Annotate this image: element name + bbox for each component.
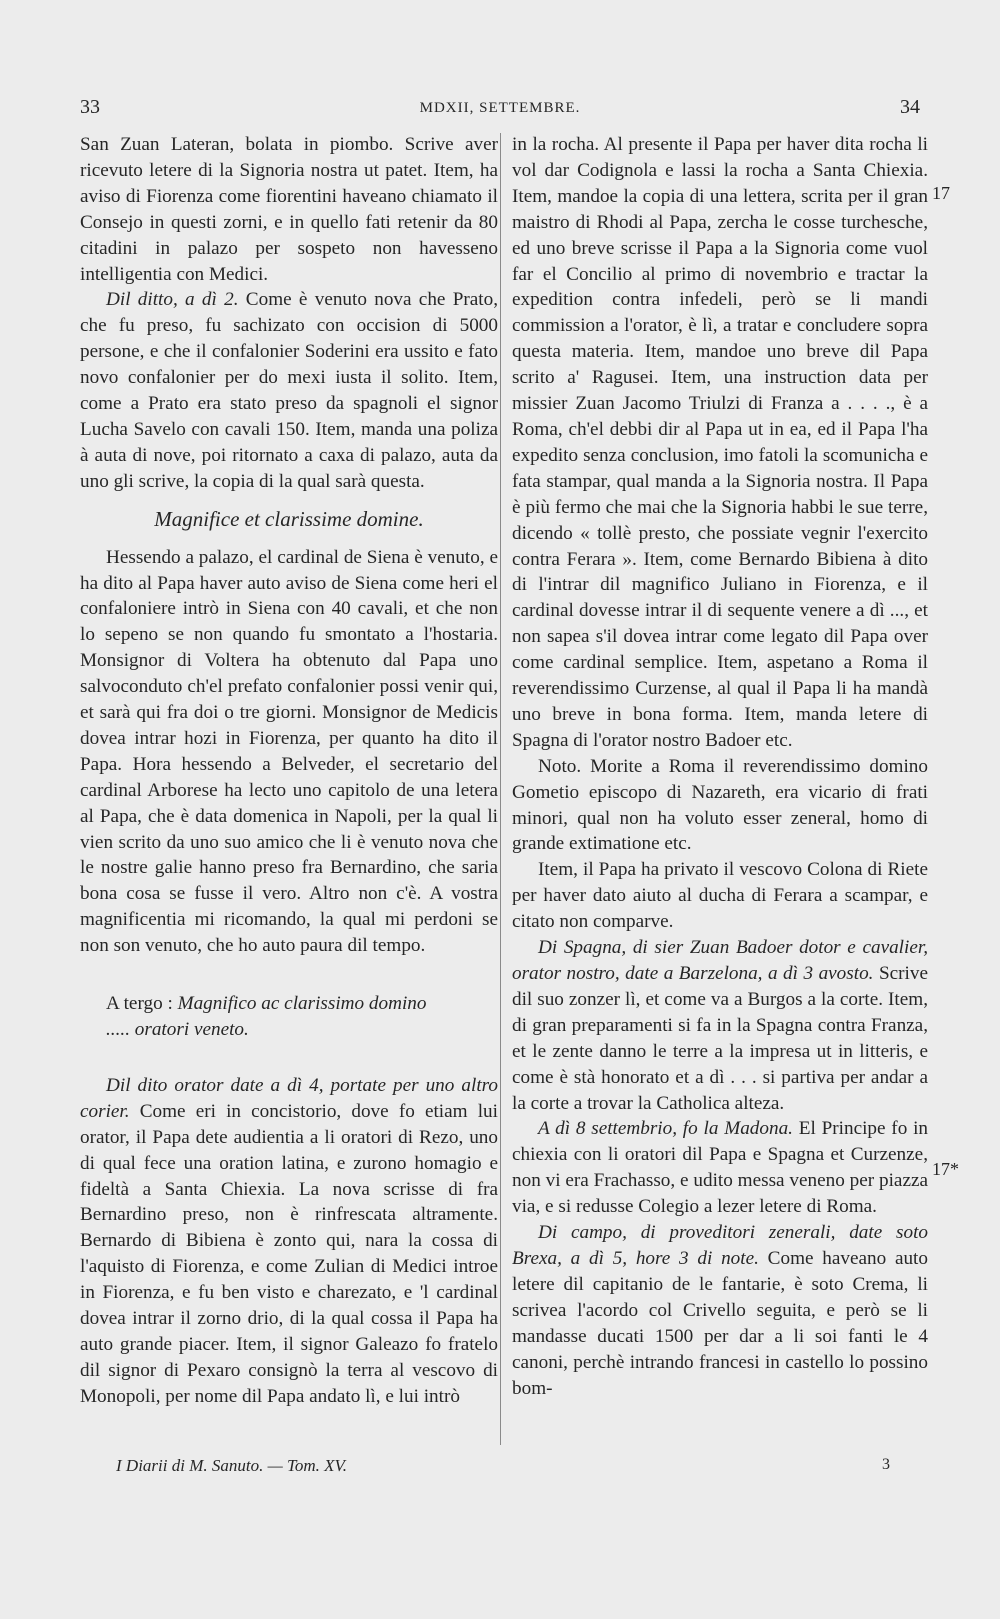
book-title: I Diarii di M. Sanuto. — Tom. XV. [116, 1456, 347, 1475]
signature-mark: 3 [882, 1456, 890, 1473]
tergo-address-2: ..... oratori veneto. [106, 1019, 249, 1040]
paragraph: San Zuan Lateran, bolata in piombo. Scrive aver ricevuto letere di la Signoria nostra ut patet. Item, ha aviso di Fiorenza come fiorentini haveano chiamato il Consejo in questi zorni, e in quello fati retenir da 80 citadini in palazo per sospeto non havesseno intelligentia con Medici. [80, 134, 498, 285]
paragraph-body: El Principe fo in chiexia con li oratori dil Papa e Spagna et Curzenze, non vi era Frachasso, e udito messa veneno per piazza via, e si redusse Colegio a lezer letere di Roma. [512, 1118, 928, 1218]
paragraph [512, 1116, 928, 1220]
running-title: MDXII, SETTEMBRE. [419, 100, 581, 116]
page-number-left: 33 [80, 96, 100, 118]
letter-body: Hessendo a palazo, el cardinal de Siena è venuto, e ha dito al Papa haver auto aviso de Siena come heri el confaloniere intrò in Siena con 40 cavali, et che non lo sepeno se non quando fu smontato a l'hostaria. Monsignor di Voltera ha obtenuto dal Papa uno salvoconduto ch'el prefato confalonier possi venir qui, et sarà qui fra doi o tre giorni. Monsignor de Medicis dovea intrar hozi in Fiorenza, per quanto ha dito il Papa. Hora hessendo a Belveder, el secretario del cardinal Arborese ha lecto uno capitolo de una letera al Papa, che è data domenica in Napoli, per la qual li vien scrito da uno suo amico che li è venuto nova che le nostre galie hanno preso fra Bernardino, che saria bona cosa se fusse il vero. Altro non c'è. A vostra magnificentia mi ricomando, la qual mi perdoni se non son venuto, che ho auto paura dil tempo. [80, 546, 498, 957]
paragraph: Noto. Morite a Roma il reverendissimo domino Gometio episcopo di Nazareth, era vicario di frati minori, qual non ha voluto esser zeneral, homo di grande extimatione etc. [512, 755, 928, 855]
page-number-right: 34 [900, 96, 920, 118]
dateline: Dil dito orator date a dì 4, portate per uno altro corier. [80, 1074, 498, 1122]
paragraph-body: Come eri in concistorio, dove fo etiam lui orator, il Papa dete audientia a li oratori di Rezo, uno di qual fece una oration latina, e zurono homagio e fideltà a Santa Chiexia. La nova scrisse di fra Bernardino preso, non è rinfrescata altramente. Bernardo di Bibiena è zonto qui, nara la cossa di l'aquisto di Fiorenza, e come Zulian di Medici introe in Fiorenza, e fu ben visto e charezato, e 'l cardinal dovea intrar il zorno drio, di la qual cossa il Papa ha auto grande piacer. Item, il signor Galeazo fo fratelo dil signor di Pexaro consignò la terra al vescovo di Monopoli, per nome dil Papa andato lì, e lui intrò [80, 1100, 498, 1407]
tergo-address: Magnifico ac clarissimo domino [177, 993, 427, 1015]
paragraph-body: Come è venuto nova che Prato, che fu preso, fu sachizato con occision di 5000 persone, e che il confalonier Soderini era ussito e fato novo confalonier per do mexi iusta il solito. Item, come a Prato era stato preso da spagnoli el signor Lucha Savelo con cavali 150. Item, manda una poliza à auta di nove, poi ritornato a caxa di palazo, auta da uno gli scrive, la copia di la qual sarà questa. [80, 289, 499, 492]
left-column [80, 132, 498, 1410]
column-divider [500, 133, 501, 1445]
paragraph [80, 287, 498, 494]
margin-page-ref: 17 [932, 183, 950, 203]
address-line [80, 991, 498, 1017]
running-header [80, 96, 920, 124]
dateline: A dì 8 settembrio, fo la Madona. [538, 1118, 793, 1140]
margin-page-ref: 17* [932, 1159, 959, 1179]
dateline: Di campo, di proveditori zenerali, date soto Brexa, a dì 5, hore 3 di note. [512, 1222, 928, 1269]
paragraph [80, 1073, 498, 1410]
paragraph: in la rocha. Al presente il Papa per haver dita rocha li vol dar Codignola e lassi la rocha a Santa Chiexia. Item, mandoe la copia di una lettera, scrita per il gran maistro di Rhodi al Papa, zercha le cosse turchesche, ed uno breve scrisse il Papa a la Signoria come vuol far el Concilio al primo di novembrio e tractar la expedition contra infedeli, però se li mandi commission a l'orator, è lì, a tratar e concludere sopra questa materia. Item, mandoe uno breve dil Papa scrito a' Ragusei. Item, una instruction data per missier Zuan Jacomo Triulzi di Franza a . . . ., è a Roma, ch'el debbi dir al Papa ut in ea, ed il Papa l'ha expedito senza conclusion, imo fatoli la scomunicha e fata stampar, qual manda a la Signoria nostra. Il Papa è più fermo che mai che la Signoria habbi le sue terre, dicendo « tollè presto, che possiate vegnir l'exercito contra Ferara ». Item, come Bernardo Bibiena à dito di l'intrar dil magnifico Juliano in Fiorenza, e il cardinal dovesse intrar il di sequente venere a dì ..., et non sapea s'il dovea intrar come legato dil Papa over come cardinal semplice. Item, aspetano a Roma il reverendissimo Curzense, al qual il Papa li ha mandà uno breve in bona forma. Item, manda letere di Spagna di l'orator nostro Badoer etc. [512, 134, 928, 751]
paragraph: Item, il Papa ha privato il vescovo Colona di Riete per haver dato aiuto al ducha di Ferara a scampar, e citato non comparve. [512, 859, 928, 933]
page-footer [80, 1456, 930, 1482]
paragraph [512, 935, 928, 1116]
paragraph [512, 1220, 928, 1401]
address-line-2 [80, 1017, 498, 1043]
paragraph-body: Come haveano auto letere dil capitanio de le fantarie, è soto Crema, li scrivea l'acordo col Crivello seguita, e però se li mandasse ducati 1500 per dar a li soi fanti le 4 canoni, perchè intrando francesi in castello lo possino bom- [512, 1247, 928, 1399]
paragraph-body: Scrive dil suo zonzer lì, et come va a Burgos a la corte. Item, di gran preparamenti si fa in la Spagna contra Franza, et le zente danno le terre a la impresa ut in litteris, e come è stà honorato et a dì . . . si partiva per andar a la corte a trovar la Catholica alteza. [512, 963, 929, 1114]
dateline: Di Spagna, di sier Zuan Badoer dotor e cavalier, orator nostro, date a Barzelona, a dì 3 avosto. [512, 937, 928, 984]
tergo-prefix: A tergo : [106, 993, 173, 1015]
dateline: Dil ditto, a dì 2. [106, 289, 239, 311]
letter-salutation: Magnifice et clarissime domine. [154, 506, 424, 531]
right-column [512, 132, 928, 1401]
